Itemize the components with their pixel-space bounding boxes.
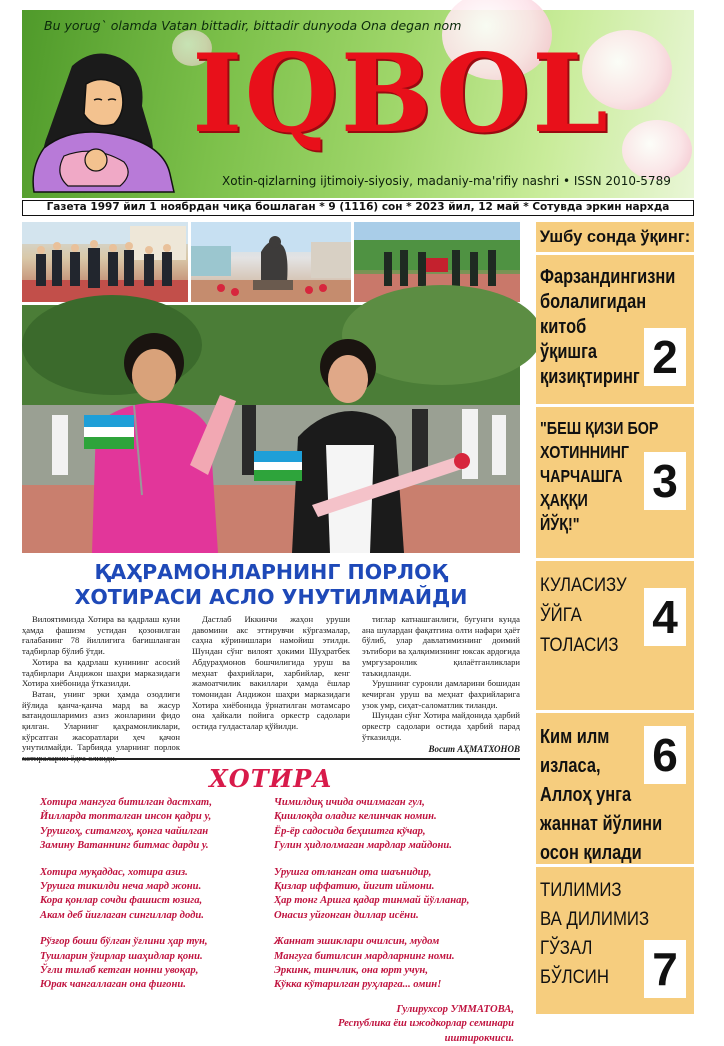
article-paragraph: Дастлаб Иккинчи жаҳон уруши давомини акс эттирувчи кўргазмалар, саҳна кўринишлари намойиш этилди. Шундан сўнг вилоят ҳокими Шуҳратбек Абдураҳмонов бошчилигида уруш ва меҳнат фахрийлари, харбийлар, кенг жамоатчилик вакиллари ҳамда ёшлар томонидан Андижон шаҳри марказидаги Хотира хиёбонида ўрнатилган мотамсаро она ҳайкали пойига оркестр садолари остида гулдасталар қўйилди. — [192, 614, 350, 732]
poem-line: Қишлоқда оладиг келинчак номин. — [274, 811, 437, 823]
signature-line: иштирокчиси. — [444, 1032, 514, 1044]
poem-stanza — [274, 796, 524, 854]
poem-line: Кўкка кўтарилган руҳларга... омин! — [274, 979, 442, 991]
poem-line: Замину Ватаннинг битмас дарди у. — [40, 840, 209, 852]
poem-line: Эркинк, тинчлик, она юрт учун, — [274, 965, 428, 977]
sidebar-divider — [536, 864, 694, 867]
masthead — [22, 10, 694, 198]
poem-line: Ўғли тилаб кетган нонни увоқар, — [40, 965, 199, 977]
main-headline — [22, 560, 520, 610]
poem-line: Ҳар тонг Аршга қадар тинмай йўлланар, — [274, 895, 470, 907]
article-paragraph: Ватан, унинг эрки ҳамда озодлиги йўлида қанча-қанча мард ва жасур ватандошларимиз азиз жонларини фидо қилган. Уларнинг қаҳрамонликлари, кўрсатган жасоратлари ҳеч қачон унутилмайди. Тарбияда уларнинг порлок — [22, 688, 180, 753]
poem-line: Чимилдиқ ичида очилмаган гул, — [274, 797, 425, 808]
signature-line: Гулирухсор УММАТОВА, — [396, 1003, 514, 1015]
page-number-badge: 6 — [644, 726, 686, 784]
ceremony-procession-photo — [22, 222, 188, 302]
sidebar-item[interactable] — [536, 562, 694, 710]
main-photo-women-with-flags — [22, 305, 520, 553]
masthead-subtitle: Xotin-qizlarning ijtimoiy-siyosiy, madaniy-ma'rifiy nashri • ISSN 2010-5789 — [222, 174, 671, 188]
article-paragraph: Шундан сўнг Хотира майдонида ҳарбий оркестр садолари остида ҳарбий парад ўтказилди. — [362, 710, 520, 742]
poem-signature — [274, 1003, 524, 1046]
section-divider — [22, 758, 520, 760]
poem-stanza — [40, 866, 270, 924]
sidebar-item-title — [540, 570, 627, 660]
poem-line: Кора қонлар сочди фашист юзига, — [40, 895, 203, 907]
masthead-motto: Bu yorug` olamda Vatan bittadir, bittadir dunyoda Ona degan nom — [44, 18, 462, 33]
issue-info-bar: Газета 1997 йил 1 ноябрдан чиқа бошлаган * 9 (1116) сон * 2023 йил, 12 май * Сотувда эркин нархда — [22, 200, 694, 216]
poem-line: Рўзғор боши бўлган ўғлини ҳар тун, — [40, 936, 208, 948]
sidebar-item-line: қизиқтиринг — [540, 365, 640, 388]
sidebar-item-line: "БЕШ ҚИЗИ БОР — [540, 418, 659, 438]
poem-line: Гулин ҳидлолмаган мардлар майдони. — [274, 840, 452, 852]
poem-line: Мангуга битилсин мардларнинг номи. — [274, 950, 455, 962]
article-author: Восит АҲМАТХОНОВ — [428, 744, 520, 755]
mother-child-illustration — [24, 44, 194, 196]
poem-line: Тушларин ўғирлар шаҳидлар қони. — [40, 950, 203, 962]
sidebar-item-line: ХОТИННИНГ — [540, 442, 629, 462]
sidebar-item-line: Фарзандингизни — [540, 265, 676, 288]
sidebar-item[interactable] — [536, 256, 694, 404]
poem-line: Хотира муқаддас, хотира азиз. — [40, 866, 188, 878]
article-column — [22, 614, 180, 764]
sidebar-item-line: ўқишга — [540, 340, 598, 363]
article-paragraph: Хотира ва қадрлаш кунининг асосий тадбирлари Андижон шаҳри марказидаги Хотира хиёбонида ўтказилди. — [22, 656, 180, 689]
sidebar-item-line: Аллоҳ унга — [540, 783, 632, 806]
newspaper-logo: IQBOL — [192, 31, 610, 157]
poem-line: Жаннат эшиклари очилсин, мудом — [274, 936, 440, 948]
sidebar-item-line: ТИЛИМИЗ — [540, 879, 622, 901]
sidebar-item-line: ҲАҚҚИ — [540, 490, 588, 510]
poem-line: Йилларда топталган инсон қадри у, — [40, 811, 212, 823]
sidebar-item-line: ГЎЗАЛ — [540, 937, 593, 959]
sidebar-item-title — [540, 416, 659, 536]
sidebar-item-line: ВА ДИЛИМИЗ — [540, 908, 650, 930]
sidebar-item-line: БЎЛСИН — [540, 966, 609, 988]
sidebar-item-line: болалигидан — [540, 290, 647, 313]
in-this-issue-sidebar — [536, 222, 694, 1014]
poem-title: ХОТИРА — [209, 764, 333, 793]
poem-line: Урушга тикилди неча мард жони. — [40, 881, 202, 893]
article-paragraph: Урушнинг суронли дамларини бошидан кечирган уруш ва меҳнат фахрийларига узок умр, сиҳат-саломатлик тиланди. — [362, 678, 520, 710]
poem-stanza — [40, 935, 270, 993]
page-number-badge: 2 — [644, 328, 686, 386]
signature-line: Республика ёш ижодкорлар семинари — [337, 1018, 514, 1030]
poem-line: Қизлар иффатию, йигит иймони. — [274, 881, 435, 893]
page-number-badge: 3 — [644, 452, 686, 510]
sidebar-title: Ушбу сонда ўқинг: — [539, 228, 691, 246]
article-column — [362, 614, 520, 755]
sidebar-item[interactable] — [536, 714, 694, 864]
sidebar-item-line: ЧАРЧАШГА — [540, 466, 623, 486]
sidebar-item-line: Ким илм — [540, 725, 610, 748]
sidebar-item-line: ЎЙГА — [540, 604, 582, 626]
sidebar-item-line: ЙЎҚ!" — [540, 514, 580, 534]
sidebar-item[interactable] — [536, 408, 694, 558]
sidebar-item-line: жаннат йўлини — [540, 812, 663, 835]
poem-stanza — [274, 866, 524, 924]
sidebar-divider — [536, 404, 694, 407]
poem-line: Акам деб йиғлаган сингиллар доди. — [40, 909, 204, 921]
poem-line: Хотира мангуга битилган дастхат, — [40, 797, 213, 808]
article-body — [22, 614, 520, 754]
poem-line: Урушгоҳ, ситамгоҳ, қонга чайилган — [40, 825, 209, 837]
sidebar-item-line: китоб — [540, 315, 587, 338]
sidebar-divider — [536, 710, 694, 713]
blossom-decoration — [622, 120, 692, 180]
headline-line: ХОТИРАСИ АСЛО УНУТИЛМАЙДИ — [74, 585, 468, 609]
poem-stanza — [40, 796, 270, 854]
sidebar-item-line: КУЛАСИЗУ — [540, 574, 627, 596]
poem-column-left — [40, 796, 270, 1005]
poem-line: Юрак чангаллаган она фиғони. — [40, 979, 186, 991]
page-number-badge: 4 — [644, 588, 686, 646]
headline-line: ҚАҲРАМОНЛАРНИНГ ПОРЛОҚ — [94, 560, 448, 584]
article-paragraph: тиглар катнашганлиги, бугунги кунда ана шулардан фақатгина олти нафари ҳаёт бўлиб, улар давлатимизнинг доимий эътибори ва ҳалқимизнинг юксак ардоғида умргузаронлик қилаётганликлари таъкидланди. — [362, 614, 520, 678]
sidebar-divider — [536, 252, 694, 255]
sidebar-item-line: изласа, — [540, 754, 601, 777]
poem-column-right — [274, 796, 524, 1046]
sidebar-divider — [536, 558, 694, 561]
article-column — [192, 614, 350, 732]
page-number-badge: 7 — [644, 940, 686, 998]
poem-line: Ёр-ёр садосида беҳиштга кўчар, — [274, 825, 426, 837]
sidebar-item-line: ТОЛАСИЗ — [540, 634, 619, 656]
sidebar-item[interactable] — [536, 868, 694, 1014]
poem-line: Урушга отланган ота шаънидир, — [274, 866, 432, 878]
poem-stanza — [274, 935, 524, 993]
poem-line: Онасиз уйғонган диллар исёни. — [274, 909, 419, 921]
mother-monument-photo — [191, 222, 351, 302]
sidebar-item-line: осон қилади — [540, 841, 642, 864]
sidebar-item-title — [540, 876, 649, 992]
article-paragraph: Вилоятимизда Хотира ва қадрлаш куни ҳамда фашизм устидан қозонилган ғалабанинг 78 йиллигига бағишланган тадбирлар бўлиб ўтди. — [22, 614, 180, 657]
